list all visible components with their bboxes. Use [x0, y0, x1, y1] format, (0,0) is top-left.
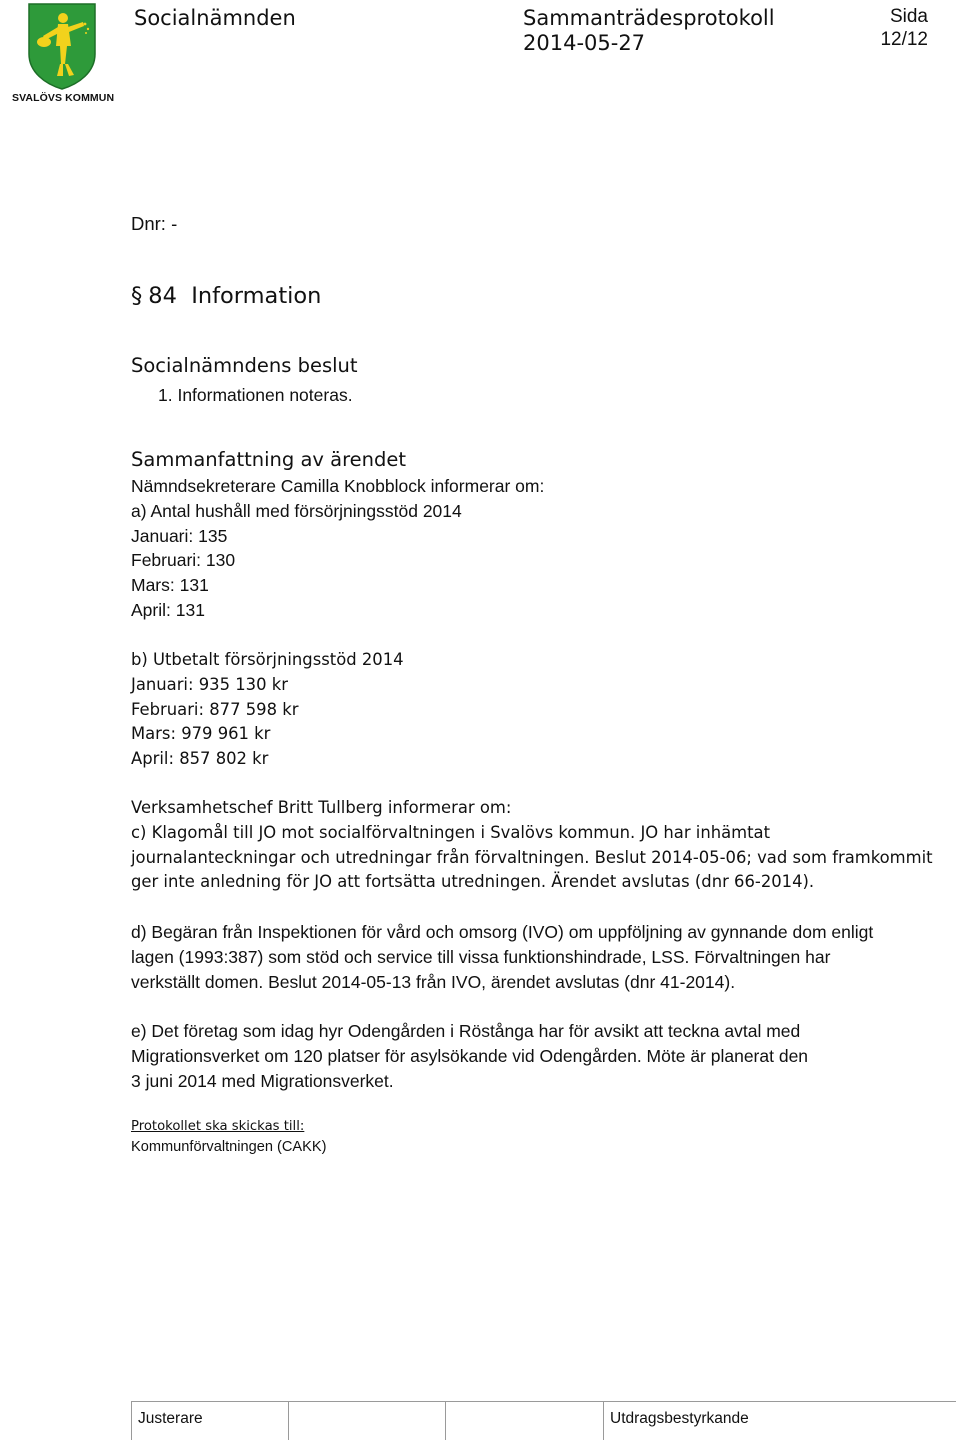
part-e-line: Migrationsverket om 120 platser för asylsökande vid Odengården. Möte är planerat den — [131, 1045, 809, 1066]
summary-heading: Sammanfattning av ärendet — [131, 448, 407, 471]
part-d-line: lagen (1993:387) som stöd och service till vissa funktionshindrade, LSS. Förvaltningen har — [131, 946, 831, 967]
part-c-line: ger inte anledning för JO att fortsätta utredningen. Ärendet avslutas (dnr 66-2014). — [131, 872, 815, 892]
municipality-name: SVALÖVS KOMMUN — [12, 92, 115, 104]
summary-part-a — [131, 474, 544, 623]
part-a-row: Januari: 135 — [131, 525, 228, 546]
committee-name: Socialnämnden — [134, 6, 296, 30]
coat-of-arms-icon — [27, 2, 97, 90]
part-b-row: Februari: 877 598 kr — [131, 699, 299, 719]
summary-part-c — [131, 796, 933, 895]
part-a-row: Februari: 130 — [131, 550, 236, 571]
municipality-logo — [12, 2, 115, 110]
summary-intro: Nämndsekreterare Camilla Knobblock informerar om: — [131, 476, 545, 496]
signature-footer — [131, 1401, 956, 1440]
part-a-row: Mars: 131 — [131, 575, 209, 596]
summary-part-d — [131, 920, 873, 994]
section-heading — [131, 283, 321, 309]
summary-part-e — [131, 1019, 808, 1093]
signature-cell — [445, 1402, 603, 1440]
extract-label: Utdragsbestyrkande — [610, 1410, 749, 1427]
document-type: Sammanträdesprotokoll — [523, 6, 775, 30]
decision-heading: Socialnämndens beslut — [131, 354, 358, 377]
part-b-row: Mars: 979 961 kr — [131, 724, 271, 744]
section-number: 84 — [148, 283, 177, 309]
part-e-line: 3 juni 2014 med Migrationsverket. — [131, 1070, 394, 1091]
decision-item: 1. Informationen noteras. — [158, 385, 353, 405]
meeting-date: 2014-05-27 — [523, 31, 646, 55]
distribution-label: Protokollet ska skickas till: — [131, 1119, 305, 1134]
page-label: Sida — [889, 6, 928, 27]
signer-cell — [131, 1402, 289, 1440]
part-b-row: Januari: 935 130 kr — [131, 674, 288, 694]
signer-label: Justerare — [138, 1410, 203, 1427]
part-a-title: a) Antal hushåll med försörjningsstöd 2014 — [131, 500, 462, 521]
case-number: Dnr: - — [131, 213, 178, 234]
section-title: Information — [191, 283, 322, 309]
part-e-line: e) Det företag som idag hyr Odengården i Röstånga har för avsikt att teckna avtal med — [131, 1021, 801, 1041]
part-a-row: April: 131 — [131, 599, 205, 620]
part-b-title: b) Utbetalt försörjningsstöd 2014 — [131, 650, 404, 669]
summary-part-b — [131, 648, 404, 772]
page-number: 12/12 — [880, 29, 928, 50]
part-b-row: April: 857 802 kr — [131, 749, 269, 769]
part-c-line: c) Klagomål till JO mot socialförvaltningen i Svalövs kommun. JO har inhämtat — [131, 822, 771, 842]
part-d-line: verkställt domen. Beslut 2014-05-13 från IVO, ärendet avslutas (dnr 41-2014). — [131, 971, 736, 992]
section-symbol: § — [131, 283, 143, 309]
distribution-recipient: Kommunförvaltningen (CAKK) — [131, 1139, 327, 1155]
extract-cell — [603, 1402, 957, 1440]
part-c-line: journalanteckningar och utredningar från förvaltningen. Beslut 2014-05-06; vad som framkommit — [131, 847, 933, 867]
signature-cell — [288, 1402, 446, 1440]
part-c-intro: Verksamhetschef Britt Tullberg informerar om: — [131, 798, 512, 817]
part-d-line: d) Begäran från Inspektionen för vård och omsorg (IVO) om uppföljning av gynnande dom enligt — [131, 922, 874, 942]
